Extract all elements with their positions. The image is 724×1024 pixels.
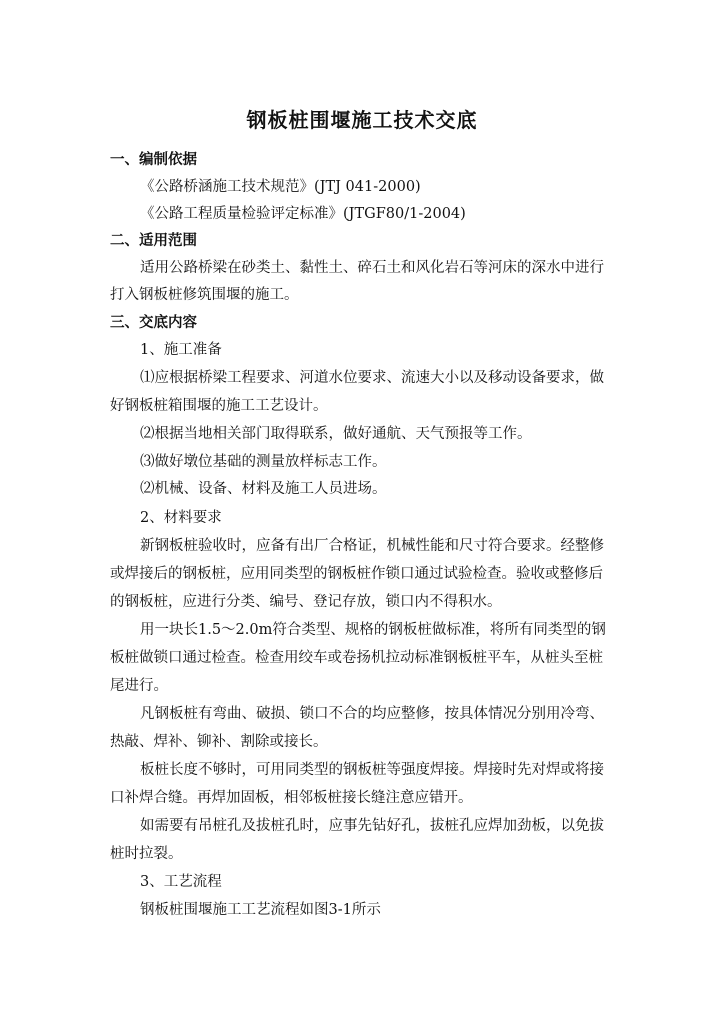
section-heading-scope: 二、适用范围 (110, 233, 197, 249)
section-heading-basis: 一、编制依据 (110, 152, 197, 168)
paragraph-line: 板桩长度不够时，可用同类型的钢板桩等强度焊接。焊接时先对焊或将接 (140, 762, 604, 778)
paragraph-line: 尾进行。 (110, 678, 168, 694)
paragraph-line: 凡钢板桩有弯曲、破损、锁口不合的均应整修，按具体情况分别用冷弯、 (140, 706, 604, 722)
paragraph-line: 打入钢板桩修筑围堰的施工。 (110, 287, 299, 303)
paragraph-line: 新钢板桩验收时，应备有出厂合格证，机械性能和尺寸符合要求。经整修 (140, 538, 604, 554)
subsection-heading-materials: 2、材料要求 (140, 510, 222, 526)
subsection-heading-process: 3、工艺流程 (140, 874, 222, 890)
reference-line: 《公路工程质量检验评定标准》(JTGF80/1-2004) (140, 206, 466, 222)
paragraph-line: 适用公路桥梁在砂类土、黏性土、碎石土和风化岩石等河床的深水中进行 (140, 260, 604, 276)
section-heading-content: 三、交底内容 (110, 315, 197, 331)
paragraph-line: 口补焊合缝。再焊加固板，相邻板桩接长缝注意应错开。 (110, 790, 473, 806)
paragraph-line: 热敲、焊补、铆补、割除或接长。 (110, 734, 328, 750)
paragraph-line: 的钢板桩，应进行分类、编号、登记存放，锁口内不得积水。 (110, 594, 502, 610)
paragraph-line: 或焊接后的钢板桩，应用同类型的钢板桩作锁口通过试验检查。验收或整修后 (110, 566, 603, 582)
paragraph-line: ⑴应根据桥梁工程要求、河道水位要求、流速大小以及移动设备要求，做 (140, 370, 604, 386)
paragraph-line: 桩时拉裂。 (110, 846, 183, 862)
paragraph-line: 好钢板桩箱围堰的施工工艺设计。 (110, 398, 328, 414)
paragraph-line: ⑵根据当地相关部门取得联系，做好通航、天气预报等工作。 (140, 426, 532, 442)
reference-line: 《公路桥涵施工技术规范》(JTJ 041-2000) (140, 179, 421, 195)
subsection-heading-prep: 1、施工准备 (140, 342, 222, 358)
document-title: 钢板桩围堰施工技术交底 (246, 108, 478, 132)
paragraph-line: 板桩做锁口通过检查。检查用绞车或卷扬机拉动标准钢板桩平车，从桩头至桩 (110, 650, 603, 666)
paragraph-line: ⑶做好墩位基础的测量放样标志工作。 (140, 454, 387, 470)
paragraph-line: 用一块长1.5～2.0m符合类型、规格的钢板桩做标准，将所有同类型的钢 (140, 622, 606, 638)
paragraph-line: ⑵机械、设备、材料及施工人员进场。 (140, 481, 387, 497)
paragraph-line: 钢板桩围堰施工工艺流程如图3-1所示 (140, 902, 381, 918)
paragraph-line: 如需要有吊桩孔及拔桩孔时，应事先钻好孔，拔桩孔应焊加劲板，以免拔 (140, 818, 604, 834)
